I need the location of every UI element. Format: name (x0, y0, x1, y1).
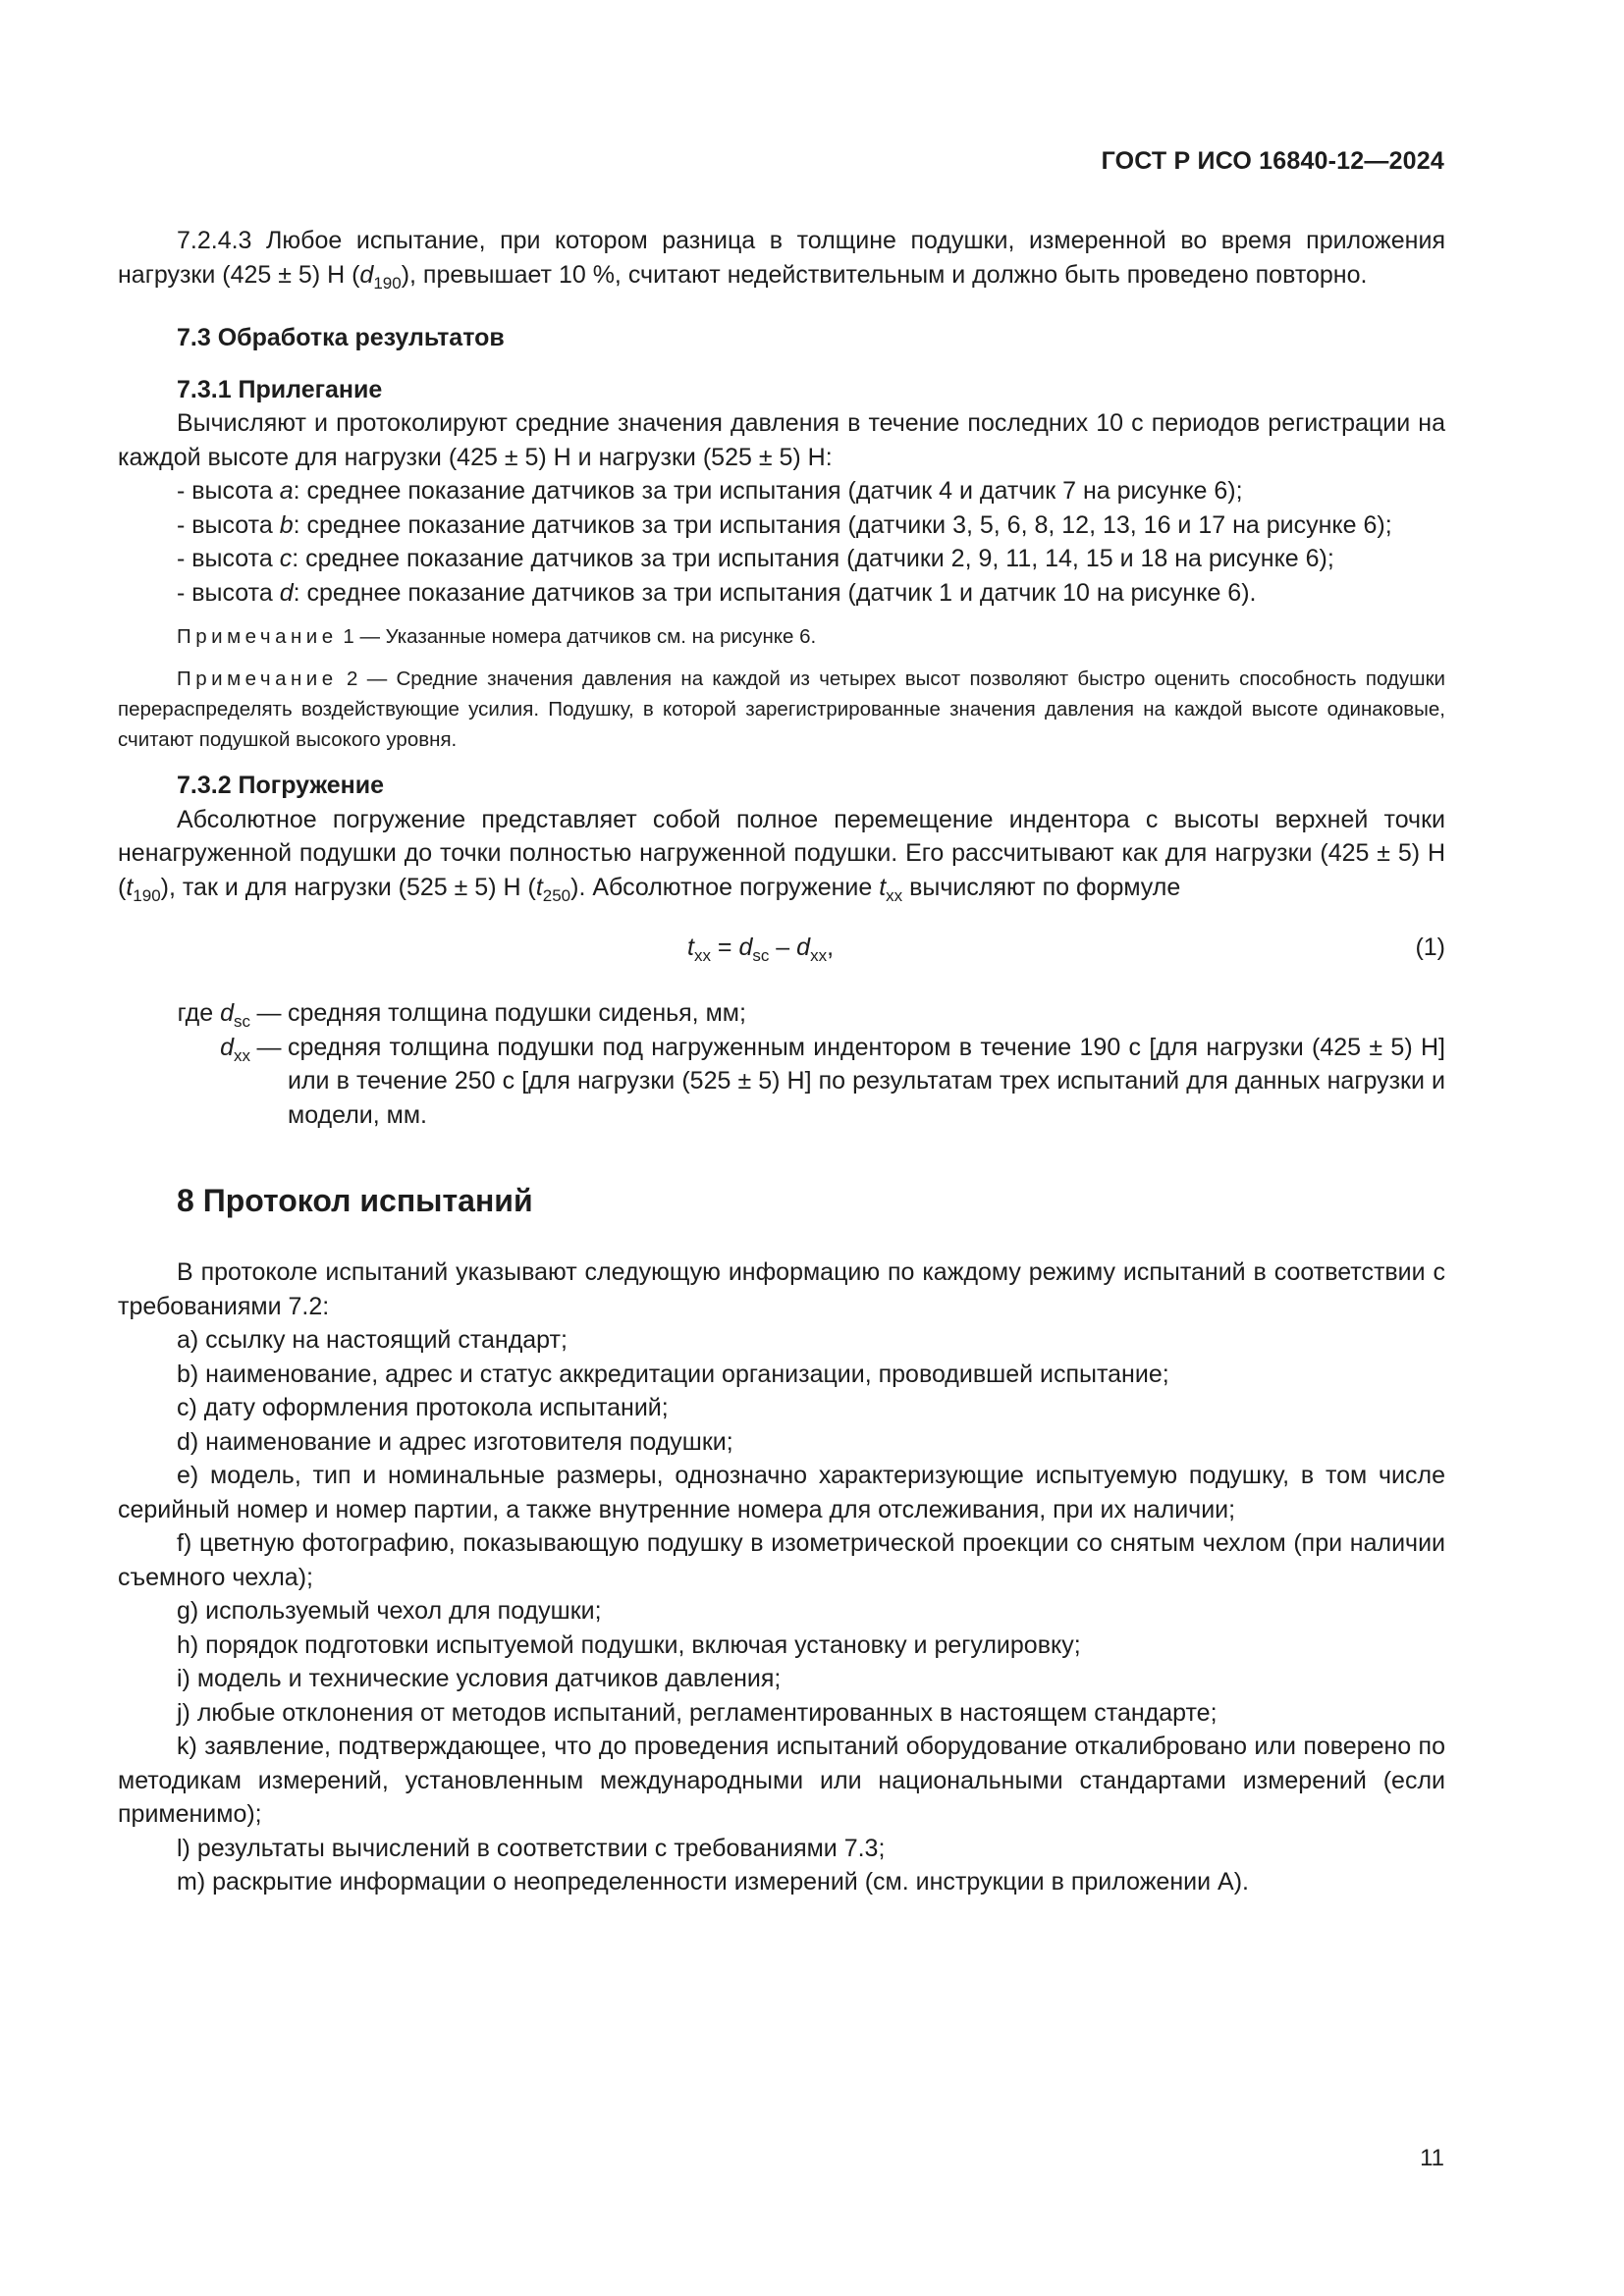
formula-legend (118, 996, 1445, 1132)
list-item: - высота a: среднее показание датчиков за три испытания (датчик 4 и датчик 7 на рисунке 6); (177, 477, 1243, 505)
list-item: k) заявление, подтверждающее, что до проведения испытаний оборудование откалибровано или поверено по методикам измерений, установленным международными или национальными стандартами измерений (если применимо); (118, 1733, 1445, 1828)
standard-code: ГОСТ Р ИСО 16840-12—2024 (1101, 147, 1444, 175)
paragraph-8-intro: В протоколе испытаний указывают следующую информацию по каждому режиму испытаний в соответствии с требованиями 7.2: (118, 1258, 1445, 1320)
heading-7-3-2: 7.3.2 Погружение (177, 772, 385, 799)
heading-7-3-1: 7.3.1 Прилегание (177, 375, 383, 403)
list-item: h) порядок подготовки испытуемой подушки, включая установку и регулировку; (177, 1630, 1081, 1659)
list-item: i) модель и технические условия датчиков давления; (177, 1665, 782, 1692)
list-item: - высота b: среднее показание датчиков за три испытания (датчики 3, 5, 6, 8, 12, 13, 16 и 17 на рисунке 6); (177, 510, 1392, 539)
paragraph-7-3-2: Абсолютное погружение представляет собой полное перемещение индентора с высоты верхней точки ненагруженной подушки до точки полностью нагруженной подушки. Его рассчитывают как для нагрузки (425 ± 5) Н $(t_{190})$, так и для нагрузки (525 ± 5) Н $(t_{250})$. Абсолютное погружение $t_{xx}$ вычисляют по формуле (118, 805, 1445, 905)
formula-expression: $t_{xx} = d_{sc} - d_{xx}$, (687, 934, 835, 965)
legend-row: $d_{xx}$ — средняя толщина подушки под нагруженным индентором в течение 190 с [для нагрузки (425 ± 5) Н] или в течение 250 с [для нагрузки (525 ± 5) Н] по результатам трех испытаний для данных нагрузки и модели, мм. (220, 1033, 1445, 1129)
list-item: e) модель, тип и номинальные размеры, однозначно характеризующие испытуемую подушку, в том числе серийный номер и номер партии, а также внутренние номера для отслеживания, при их наличии; (118, 1462, 1445, 1523)
formula-1 (118, 928, 1445, 967)
note-2: Примечание 2 — Средние значения давления на каждой из четырех высот позволяют быстро оценить способность подушки перераспределять воздействующие усилия. Подушку, в которой зарегистрированные значения давления на каждой высоте одинаковые, считают подушкой высокого уровня. (118, 667, 1445, 751)
list-item: j) любые отклонения от методов испытаний, регламентированных в настоящем стандарте; (177, 1698, 1218, 1727)
list-item: d) наименование и адрес изготовителя подушки; (177, 1427, 733, 1456)
page-number: 11 (1420, 2145, 1444, 2171)
note-1: Примечание 1 — Указанные номера датчиков см. на рисунке 6. (177, 625, 817, 648)
list-item: g) используемый чехол для подушки; (177, 1597, 602, 1625)
list-item: - высота c: среднее показание датчиков за три испытания (датчики 2, 9, 11, 14, 15 и 18 на рисунке 6); (177, 545, 1334, 572)
list-item: b) наименование, адрес и статус аккредитации организации, проводившей испытание; (177, 1360, 1169, 1388)
formula-number: (1) (1415, 934, 1445, 961)
list-item: a) ссылку на настоящий стандарт; (177, 1326, 568, 1354)
legend-row: где $d_{sc}$ — средняя толщина подушки сиденья, мм; (177, 999, 746, 1031)
list-item: f) цветную фотографию, показывающую подушку в изометрической проекции со снятым чехлом (при наличии съемного чехла); (118, 1529, 1445, 1591)
section-title-8: 8 Протокол испытаний (177, 1183, 533, 1218)
paragraph-7-2-4-3: 7.2.4.3 Любое испытание, при котором разница в толщине подушки, измеренной во время приложения нагрузки (425 ± 5) Н $(d_{190})$, превышает 10 %, считают недействительным и должно быть проведено повторно. (118, 227, 1445, 293)
list-item: - высота d: среднее показание датчиков за три испытания (датчик 1 и датчик 10 на рисунке 6). (177, 578, 1257, 607)
list-item: c) дату оформления протокола испытаний; (177, 1394, 669, 1421)
heading-7-3: 7.3 Обработка результатов (177, 324, 505, 351)
paragraph-7-3-1-intro: Вычисляют и протоколируют средние значения давления в течение последних 10 с периодов регистрации на каждой высоте для нагрузки (425 ± 5) Н и нагрузки (525 ± 5) Н: (118, 409, 1445, 471)
list-item: l) результаты вычислений в соответствии с требованиями 7.3; (177, 1834, 886, 1862)
list-item: m) раскрытие информации о неопределенности измерений (см. инструкции в приложении А). (177, 1868, 1249, 1896)
page-content (118, 224, 1445, 1899)
